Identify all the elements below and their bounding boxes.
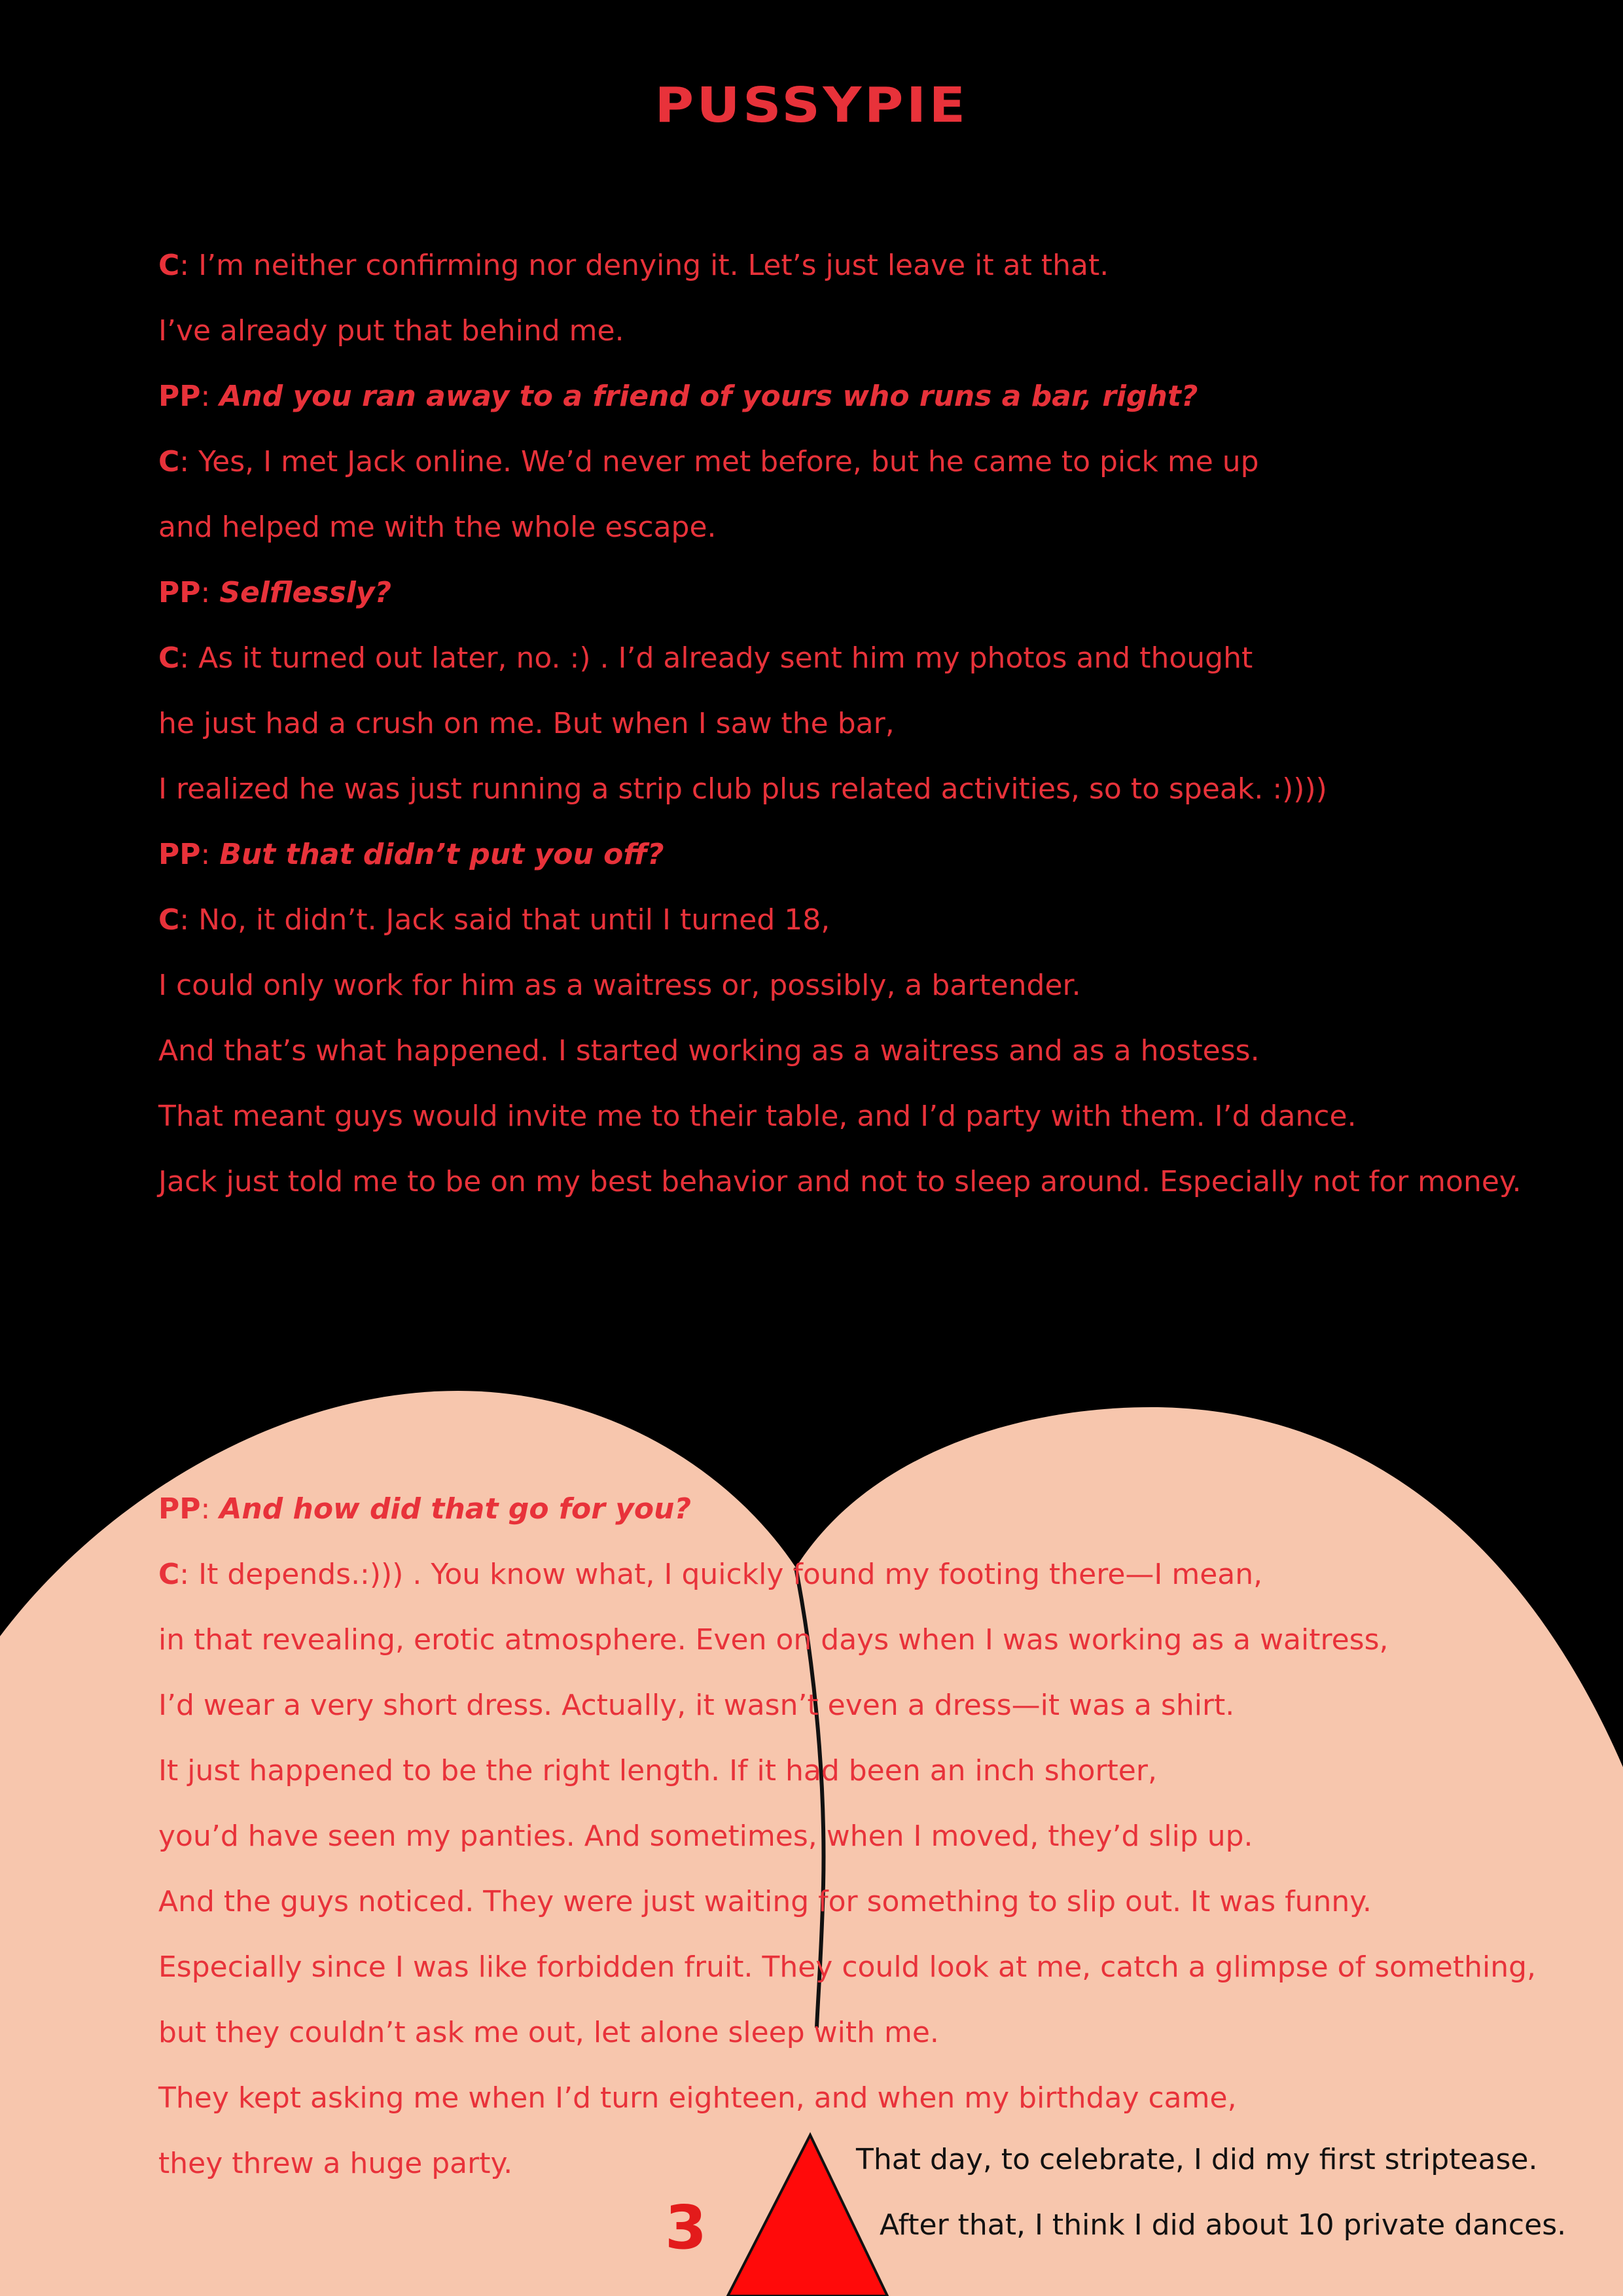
line-text: : Yes, I met Jack online. We’d never met before, but he came to pick me up (179, 445, 1259, 478)
text-line (158, 626, 1522, 691)
speaker-tag: C (158, 903, 180, 937)
line-text: They kept asking me when I’d turn eighteen, and when my birthday came, (158, 2081, 1237, 2115)
speaker-tag: C (158, 249, 180, 282)
text-line (158, 1673, 1536, 1738)
line-text: I’ve already put that behind me. (158, 314, 624, 348)
text-line (158, 560, 1522, 626)
speaker-separator: : (200, 1492, 220, 1526)
speaker-separator: : (200, 576, 220, 609)
line-text: but they couldn’t ask me out, let alone sleep with me. (158, 2016, 939, 2049)
text-line (158, 1804, 1536, 1869)
line-text: I’d wear a very short dress. Actually, it wasn’t even a dress—it was a shirt. (158, 1689, 1235, 1722)
line-text: : It depends.:))) . You know what, I quickly found my footing there—I mean, (179, 1558, 1263, 1591)
speaker-separator: : (200, 838, 220, 871)
speaker-separator: : (200, 380, 220, 413)
text-line (158, 1149, 1522, 1215)
line-text: Jack just told me to be on my best behavior and not to sleep around. Especially not for money. (158, 1165, 1522, 1198)
text-line (158, 364, 1522, 429)
text-line (158, 1018, 1522, 1084)
text-line (158, 233, 1522, 298)
side-text-line-2: After that, I think I did about 10 private dances. (880, 2208, 1567, 2242)
interviewer-question: And how did that go for you? (219, 1492, 692, 1526)
text-line (158, 1542, 1536, 1607)
speaker-tag: C (158, 445, 180, 478)
line-text: you’d have seen my panties. And sometimes, when I moved, they’d slip up. (158, 1820, 1253, 1853)
side-text-line-1: That day, to celebrate, I did my first striptease. (856, 2143, 1538, 2176)
text-line (158, 429, 1522, 495)
speaker-tag: PP (158, 838, 201, 871)
line-text: he just had a crush on me. But when I saw the bar, (158, 707, 895, 740)
line-text: I could only work for him as a waitress or, possibly, a bartender. (158, 969, 1081, 1002)
text-line (158, 757, 1522, 822)
text-line (158, 691, 1522, 757)
line-text: Especially since I was like forbidden fruit. They could look at me, catch a glimpse of something, (158, 1950, 1537, 1984)
speaker-tag: PP (158, 1492, 201, 1526)
text-line (158, 2000, 1536, 2066)
line-text: And the guys noticed. They were just waiting for something to slip out. It was funny. (158, 1885, 1372, 1918)
text-line (158, 1935, 1536, 2000)
text-line (158, 1084, 1522, 1149)
masthead-title: PUSSYPIE (654, 77, 969, 134)
page-number: 3 (665, 2193, 707, 2263)
line-text: and helped me with the whole escape. (158, 511, 717, 544)
interviewer-question: But that didn’t put you off? (219, 838, 664, 871)
text-line (158, 1869, 1536, 1935)
text-line (158, 1738, 1536, 1804)
text-line (158, 495, 1522, 560)
line-text: I realized he was just running a strip club plus related activities, so to speak. :)))) (158, 772, 1327, 806)
speaker-tag: PP (158, 380, 201, 413)
speaker-tag: C (158, 641, 180, 675)
line-text: : No, it didn’t. Jack said that until I turned 18, (179, 903, 830, 937)
text-line (158, 298, 1522, 364)
line-text: It just happened to be the right length. If it had been an inch shorter, (158, 1754, 1157, 1787)
line-text: they threw a huge party. (158, 2147, 513, 2180)
text-line (158, 2066, 1536, 2131)
text-line (158, 953, 1522, 1018)
line-text: And that’s what happened. I started working as a waitress and as a hostess. (158, 1034, 1260, 1067)
interview-text-upper (158, 233, 1522, 1215)
text-line (158, 822, 1522, 888)
speaker-tag: C (158, 1558, 180, 1591)
line-text: in that revealing, erotic atmosphere. Even on days when I was working as a waitress, (158, 1623, 1389, 1657)
text-line (158, 888, 1522, 953)
line-text: : As it turned out later, no. :) . I’d already sent him my photos and thought (179, 641, 1253, 675)
line-text: : I’m neither confirming nor denying it. Let’s just leave it at that. (179, 249, 1109, 282)
line-text: That meant guys would invite me to their table, and I’d party with them. I’d dance. (158, 1100, 1357, 1133)
interviewer-question: And you ran away to a friend of yours who runs a bar, right? (219, 380, 1198, 413)
text-line (158, 1607, 1536, 1673)
interview-text-lower (158, 1477, 1536, 2197)
speaker-tag: PP (158, 576, 201, 609)
interviewer-question: Selflessly? (219, 576, 392, 609)
text-line (158, 1477, 1536, 1542)
